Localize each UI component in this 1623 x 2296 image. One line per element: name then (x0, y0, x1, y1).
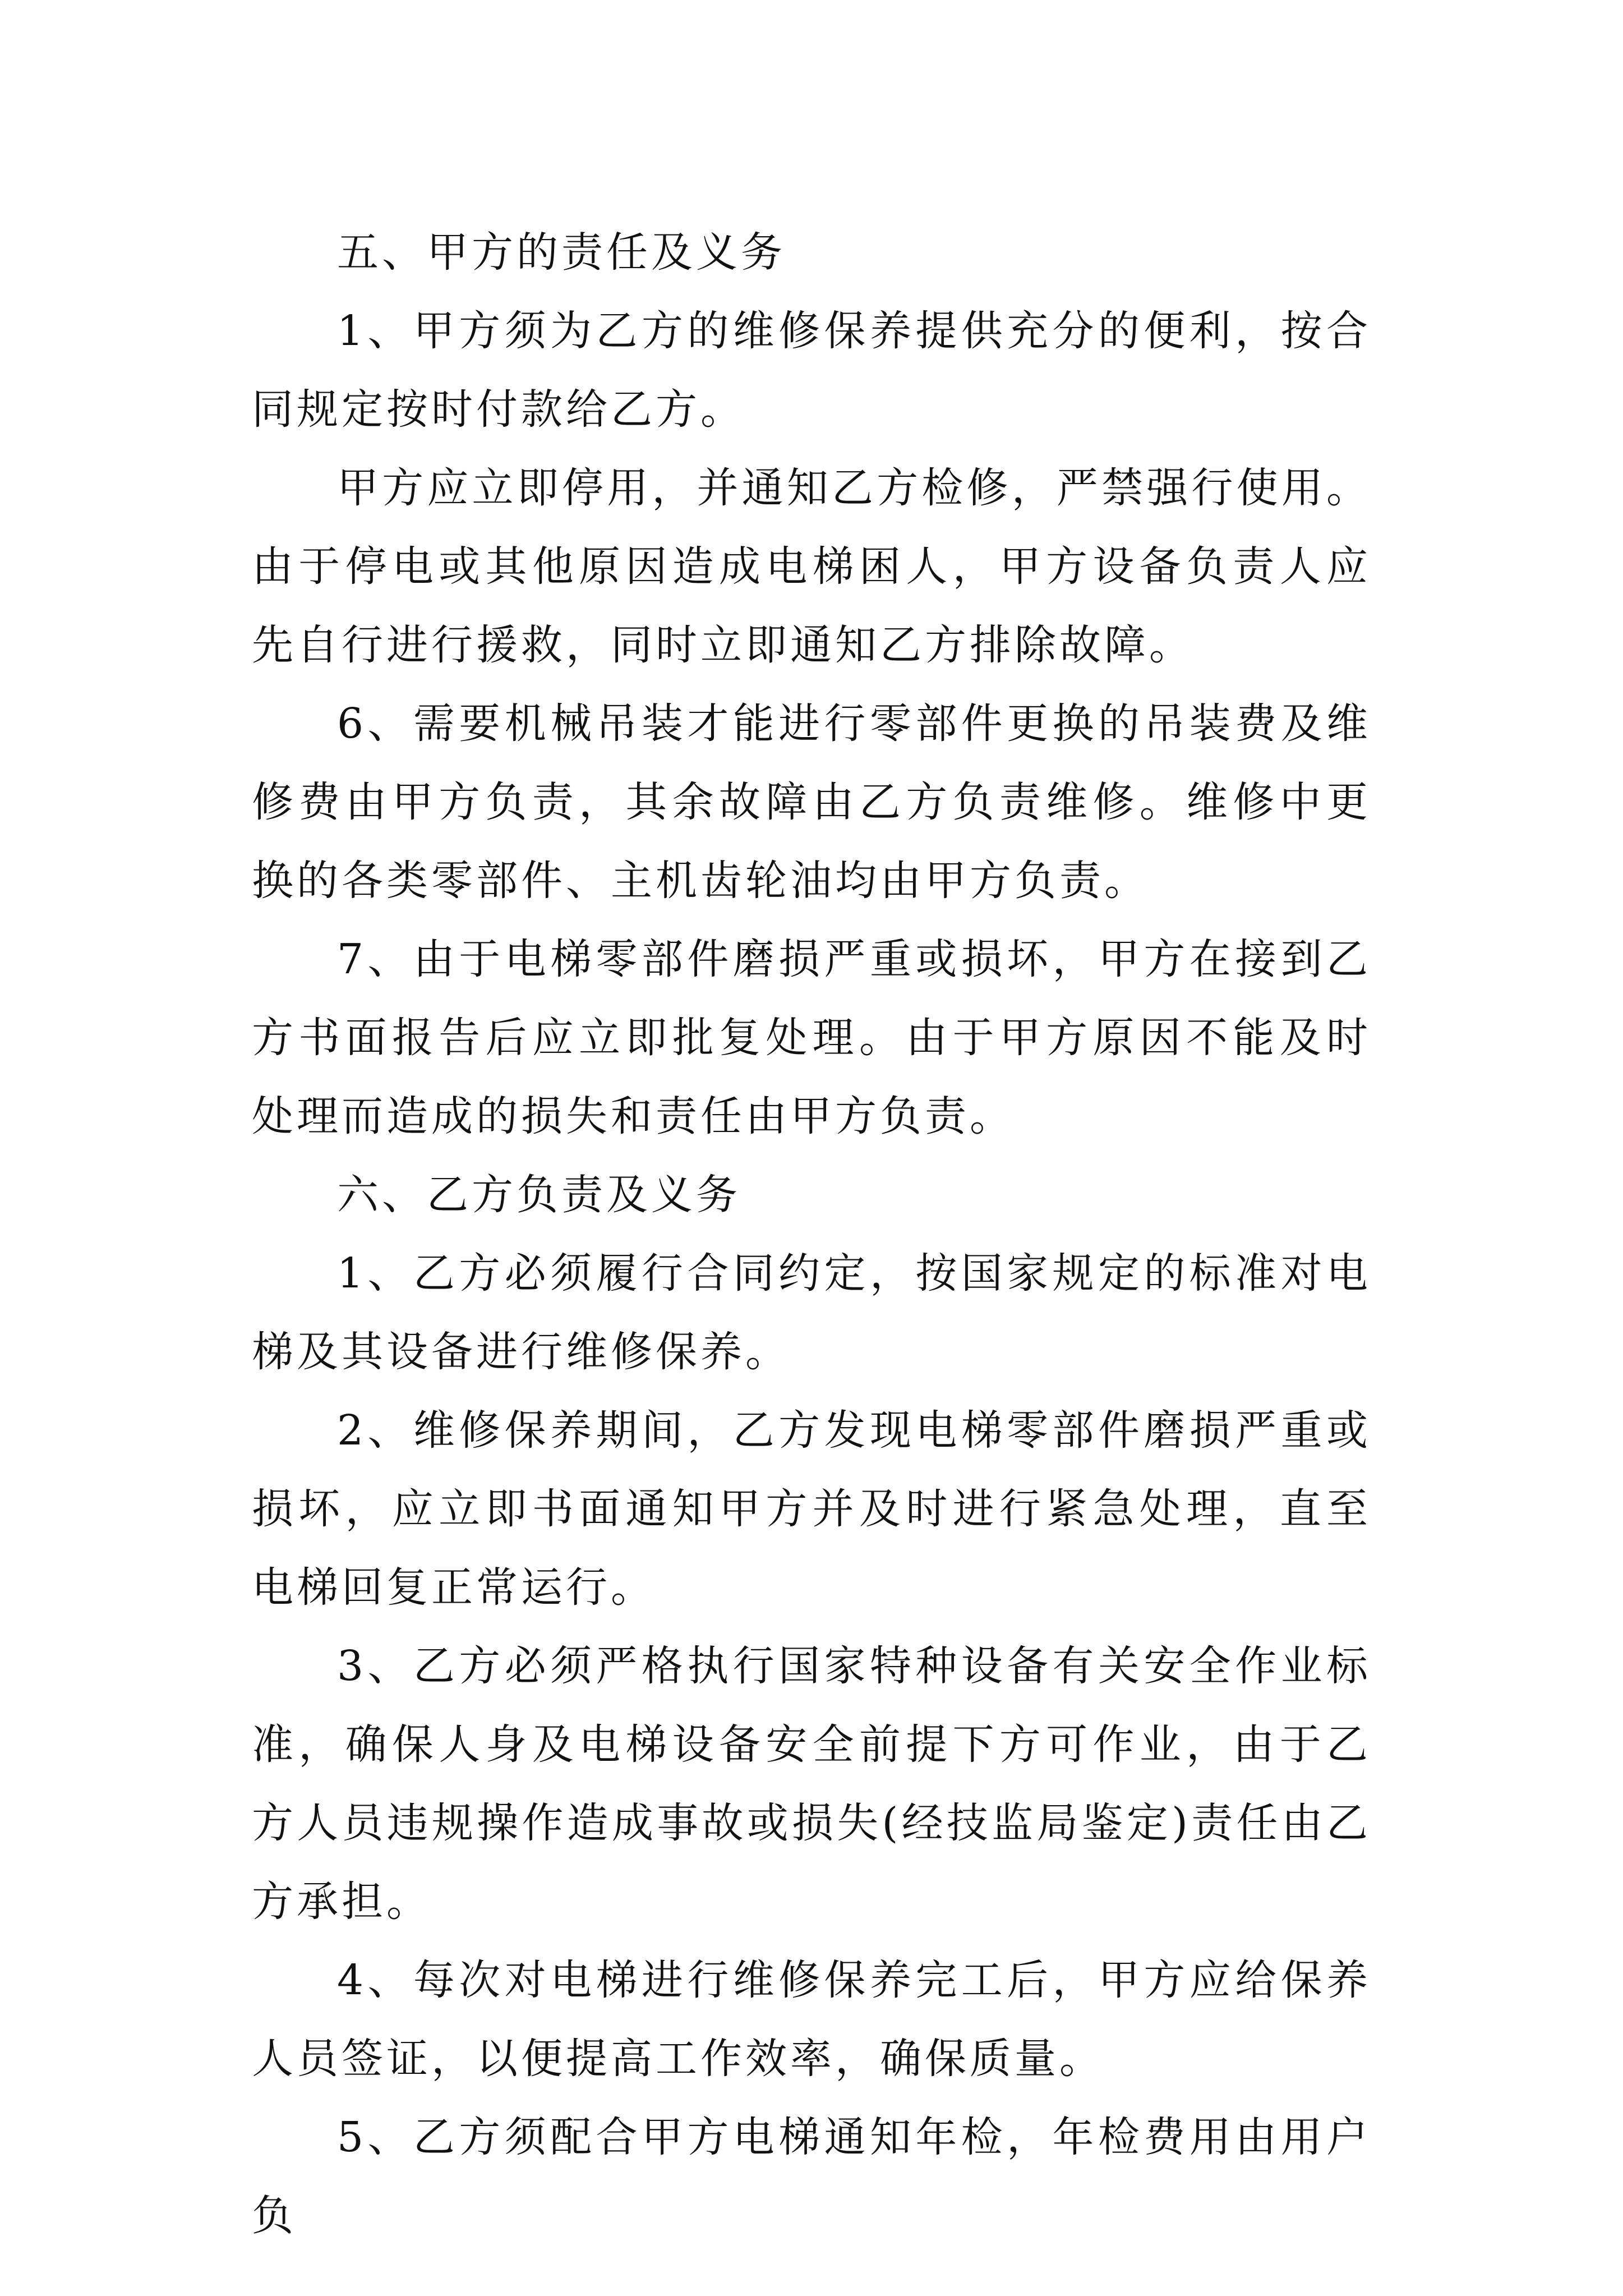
contract-text (252, 213, 1371, 2255)
clause-party-b-2: 2、维修保养期间，乙方发现电梯零部件磨损严重或损坏，应立即书面通知甲方并及时进行紧急处理，直至电梯回复正常运行。 (252, 1406, 1371, 1612)
clause-party-b-4: 4、每次对电梯进行维修保养完工后，甲方应给保养人员签证，以便提高工作效率，确保质量。 (252, 1956, 1371, 2083)
clause-party-a-6: 6、需要机械吊装才能进行零部件更换的吊装费及维修费由甲方负责，其余故障由乙方负责维修。维修中更换的各类零部件、主机齿轮油均由甲方负责。 (252, 700, 1371, 905)
section-heading-party-a: 五、甲方的责任及义务 (337, 228, 786, 277)
clause-party-a-7: 7、由于电梯零部件磨损严重或损坏，甲方在接到乙方书面报告后应立即批复处理。由于甲方原因不能及时处理而造成的损失和责任由甲方负责。 (252, 935, 1371, 1140)
clause-party-b-3: 3、乙方必须严格执行国家特种设备有关安全作业标准，确保人身及电梯设备安全前提下方可作业，由于乙方人员违规操作造成事故或损失(经技监局鉴定)责任由乙方承担。 (252, 1642, 1371, 1926)
clause-party-a-1: 1、甲方须为乙方的维修保养提供充分的便利，按合同规定按时付款给乙方。 (252, 307, 1371, 434)
clause-party-a-stop-use: 甲方应立即停用，并通知乙方检修，严禁强行使用。由于停电或其他原因造成电梯困人，甲方设备负责人应先自行进行援救，同时立即通知乙方排除故障。 (252, 464, 1371, 669)
clause-party-b-5: 5、乙方须配合甲方电梯通知年检，年检费用由用户负 (252, 2113, 1371, 2240)
clause-party-b-1: 1、乙方必须履行合同约定，按国家规定的标准对电梯及其设备进行维修保养。 (252, 1249, 1371, 1376)
section-heading-party-b: 六、乙方负责及义务 (337, 1171, 741, 1219)
